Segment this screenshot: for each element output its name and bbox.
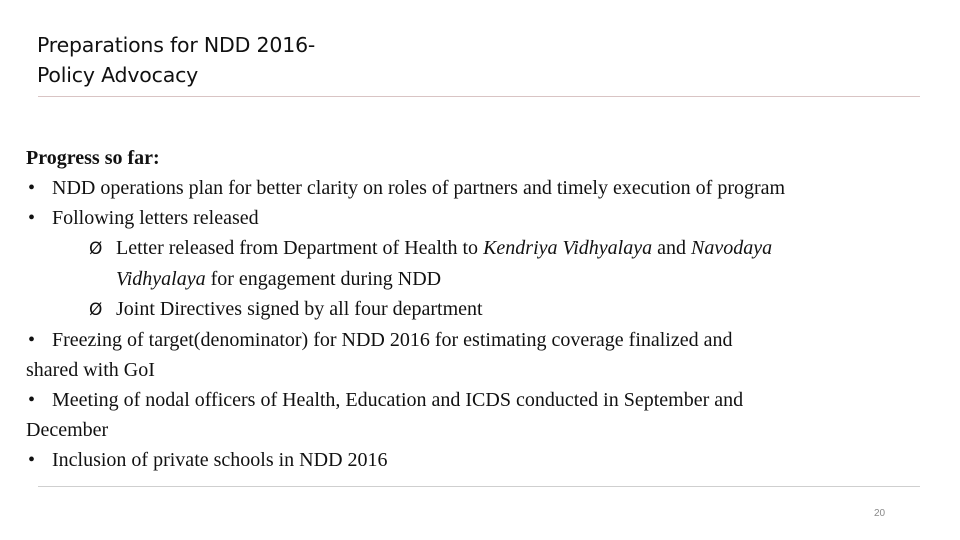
progress-heading: Progress so far: — [26, 147, 160, 169]
bullet-text: Meeting of nodal officers of Health, Education and ICDS conducted in September and — [52, 389, 744, 411]
slide-title — [37, 30, 315, 90]
bullet-item-freezing-target-continued: shared with GoI — [26, 359, 155, 381]
sub-text-italic-vidhyalaya: Vidhyalaya — [116, 268, 206, 290]
sub-text-part1: Letter released from Department of Health to — [116, 237, 484, 259]
bullet-text: Inclusion of private schools in NDD 2016 — [52, 449, 388, 471]
arrow-bullet-icon: Ø — [89, 300, 103, 320]
sub-text-italic-kendriya: Kendriya Vidhyalaya — [483, 237, 653, 259]
title-line-2: Policy Advocacy — [37, 63, 199, 87]
sub-item-letter-health-continued — [26, 264, 946, 294]
bullet-item-freezing-target — [26, 325, 946, 355]
bullet-icon: • — [28, 329, 36, 351]
bullet-text: Freezing of target(denominator) for NDD 2016 for estimating coverage finalized and — [52, 329, 733, 351]
sub-text-italic-navodaya: Navodaya — [691, 237, 773, 259]
bullet-icon: • — [28, 177, 36, 199]
bullet-icon: • — [28, 389, 36, 411]
bullet-item-nodal-meeting-continued: December — [26, 419, 109, 441]
bullet-icon: • — [28, 449, 36, 471]
page-number: 20 — [874, 508, 886, 519]
bullet-item-nodal-meeting — [26, 385, 946, 415]
bullet-icon: • — [28, 207, 36, 229]
bullet-text: NDD operations plan for better clarity on roles of partners and timely execution of program — [52, 177, 786, 199]
bullet-text: Following letters released — [52, 207, 259, 229]
sub-item-letter-health — [26, 233, 946, 264]
sub-text-part2: and — [652, 237, 691, 259]
sub-text: Joint Directives signed by all four department — [116, 298, 483, 320]
arrow-bullet-icon: Ø — [89, 239, 103, 259]
footer-divider — [38, 486, 920, 487]
title-divider — [38, 96, 920, 97]
bullet-item-letters-released — [26, 203, 946, 233]
sub-item-joint-directives — [26, 294, 946, 325]
bullet-item-operations-plan — [26, 173, 946, 203]
title-line-1: Preparations for NDD 2016- — [37, 33, 316, 57]
slide-content — [26, 143, 946, 475]
bullet-item-private-schools — [26, 445, 946, 475]
sub-text-rest: for engagement during NDD — [205, 268, 442, 290]
